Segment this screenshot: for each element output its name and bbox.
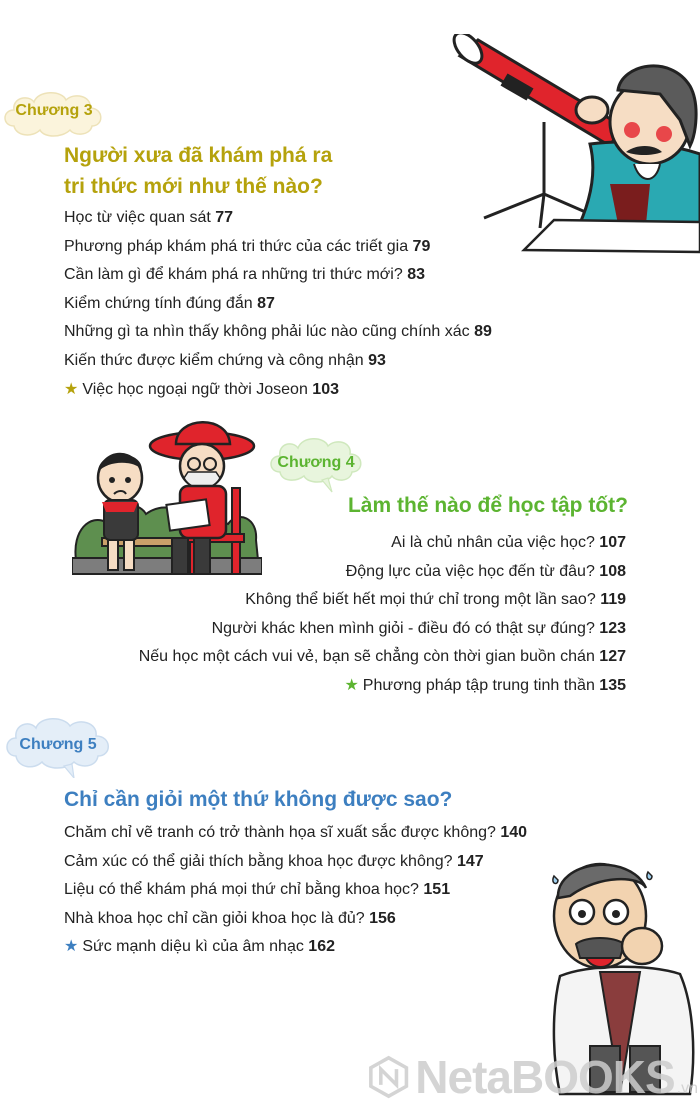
page-number: 107: [599, 534, 626, 551]
page-number: 151: [423, 881, 451, 899]
chapter-4-title: Làm thế nào để học tập tốt?: [347, 494, 628, 517]
page-number: 77: [215, 209, 234, 226]
chapter-5-cloud-badge: [2, 712, 114, 778]
toc-item-special[interactable]: ★ Việc học ngoại ngữ thời Joseon 103: [64, 380, 339, 398]
page-number: 140: [500, 824, 528, 841]
page-number: 87: [257, 294, 275, 312]
page-number: 162: [308, 938, 335, 956]
toc-item-special[interactable]: ★ Phương pháp tập trung tinh thần 135: [344, 676, 626, 694]
page-number: 123: [599, 619, 626, 637]
page-number: 103: [312, 380, 339, 398]
chapter-3-cloud-badge: [0, 86, 108, 140]
chapter-4-cloud-badge: [266, 432, 366, 494]
page-number: 93: [368, 351, 386, 369]
netabooks-logo-icon: [368, 1048, 409, 1106]
toc-item[interactable]: Ai là chủ nhân của việc học? 107: [391, 534, 626, 551]
toc-item[interactable]: Những gì ta nhìn thấy không phải lúc nào cũng chính xác 89: [64, 323, 492, 341]
astronomer-telescope-illustration: [450, 34, 700, 254]
page-number: 89: [474, 323, 492, 341]
chapter-5-label: Chương 5: [19, 736, 97, 753]
toc-item[interactable]: Cần làm gì để khám phá ra những tri thức mới? 83: [64, 266, 425, 284]
page-number: 83: [407, 266, 425, 284]
chapter-4-label: Chương 4: [277, 454, 355, 471]
toc-item[interactable]: Kiến thức được kiểm chứng và công nhận 93: [64, 351, 386, 369]
toc-item[interactable]: Không thể biết hết mọi thứ chỉ trong một lần sao? 119: [245, 591, 626, 609]
star-icon: ★: [344, 676, 359, 694]
star-icon: ★: [64, 938, 79, 956]
toc-item[interactable]: Liệu có thể khám phá mọi thứ chỉ bằng khoa học? 151: [64, 881, 451, 899]
page-number: 119: [600, 591, 626, 609]
chapter-3-toc: [64, 204, 492, 404]
toc-item-special[interactable]: ★ Sức mạnh diệu kì của âm nhạc 162: [64, 938, 335, 956]
toc-item[interactable]: Chăm chỉ vẽ tranh có trở thành họa sĩ xuất sắc được không? 140: [64, 824, 528, 841]
page-number: 127: [599, 648, 626, 666]
page-number: 147: [457, 852, 484, 870]
chapter-5-toc: [64, 819, 527, 962]
toc-item[interactable]: Động lực của việc học đến từ đâu? 108: [345, 562, 626, 580]
chapter-3-label: Chương 3: [15, 102, 93, 119]
chapter-3-title-line-2: tri thức mới như thế nào?: [64, 175, 323, 198]
star-icon: ★: [64, 380, 79, 398]
toc-item[interactable]: Người khác khen mình giỏi - điều đó có thật sự đúng? 123: [211, 619, 626, 637]
toc-item[interactable]: Cảm xúc có thể giải thích bằng khoa học được không? 147: [64, 852, 484, 870]
toc-item[interactable]: Kiểm chứng tính đúng đắn 87: [64, 294, 275, 312]
chapter-3-title-line-1: Người xưa đã khám phá ra: [64, 144, 333, 167]
netabooks-watermark: [368, 1044, 698, 1110]
watermark-suffix: .vn: [676, 1080, 698, 1097]
toc-item[interactable]: Học từ việc quan sát 77: [64, 209, 234, 226]
page-number: 108: [599, 562, 626, 580]
toc-item[interactable]: Nếu học một cách vui vẻ, bạn sẽ chẳng còn thời gian buồn chán 127: [138, 648, 626, 666]
page-number: 135: [599, 676, 626, 694]
watermark-brand: NetaBOOKS: [415, 1051, 675, 1103]
toc-item[interactable]: Phương pháp khám phá tri thức của các triết gia 79: [64, 237, 431, 255]
page-number: 156: [369, 909, 396, 927]
chapter-3-title: [64, 140, 332, 202]
toc-item[interactable]: Nhà khoa học chỉ cần giỏi khoa học là đủ? 156: [64, 909, 396, 927]
page-number: 79: [412, 237, 431, 255]
grandpa-child-reading-illustration: [72, 410, 262, 582]
chapter-5-title: Chỉ cần giỏi một thứ không được sao?: [64, 788, 453, 811]
